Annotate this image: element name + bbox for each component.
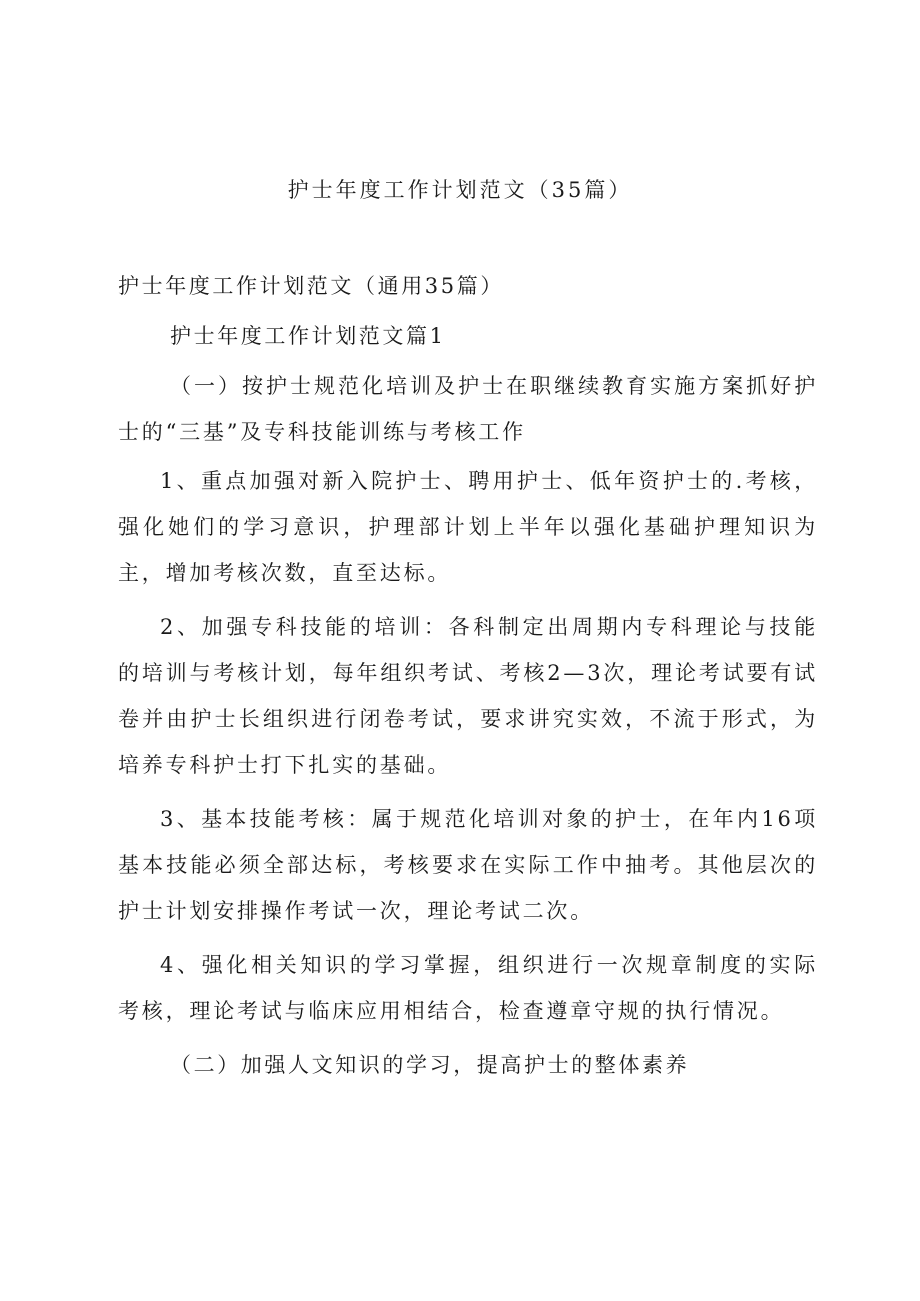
section-heading: 护士年度工作计划范文篇1 bbox=[170, 324, 446, 348]
paragraph-item-3: 3、基本技能考核：属于规范化培训对象的护士，在年内16项基本技能必须全部达标，考核要求在实际工作中抽考。其他层次的护士计划安排操作考试一次，理论考试二次。 bbox=[118, 807, 818, 923]
document-subtitle: 护士年度工作计划范文（通用35篇） bbox=[118, 274, 504, 298]
paragraph-item-1: 1、重点加强对新入院护士、聘用护士、低年资护士的.考核，强化她们的学习意识，护理部计划上半年以强化基础护理知识为主，增加考核次数，直至达标。 bbox=[118, 469, 818, 585]
paragraph-heading-1: （一）按护士规范化培训及护士在职继续教育实施方案抓好护士的“三基”及专科技能训练与考核工作 bbox=[118, 374, 818, 444]
document-title: 护士年度工作计划范文（35篇） bbox=[287, 178, 633, 202]
paragraph-item-2: 2、加强专科技能的培训：各科制定出周期内专科理论与技能的培训与考核计划，每年组织考试、考核2—3次，理论考试要有试卷并由护士长组织进行闭卷考试，要求讲究实效，不流于形式，为培养专科护士打下扎实的基础。 bbox=[118, 615, 818, 777]
paragraph-item-4: 4、强化相关知识的学习掌握，组织进行一次规章制度的实际考核，理论考试与临床应用相结合，检查遵章守规的执行情况。 bbox=[118, 953, 818, 1023]
paragraph-heading-2: （二）加强人文知识的学习，提高护士的整体素养 bbox=[170, 1053, 690, 1077]
